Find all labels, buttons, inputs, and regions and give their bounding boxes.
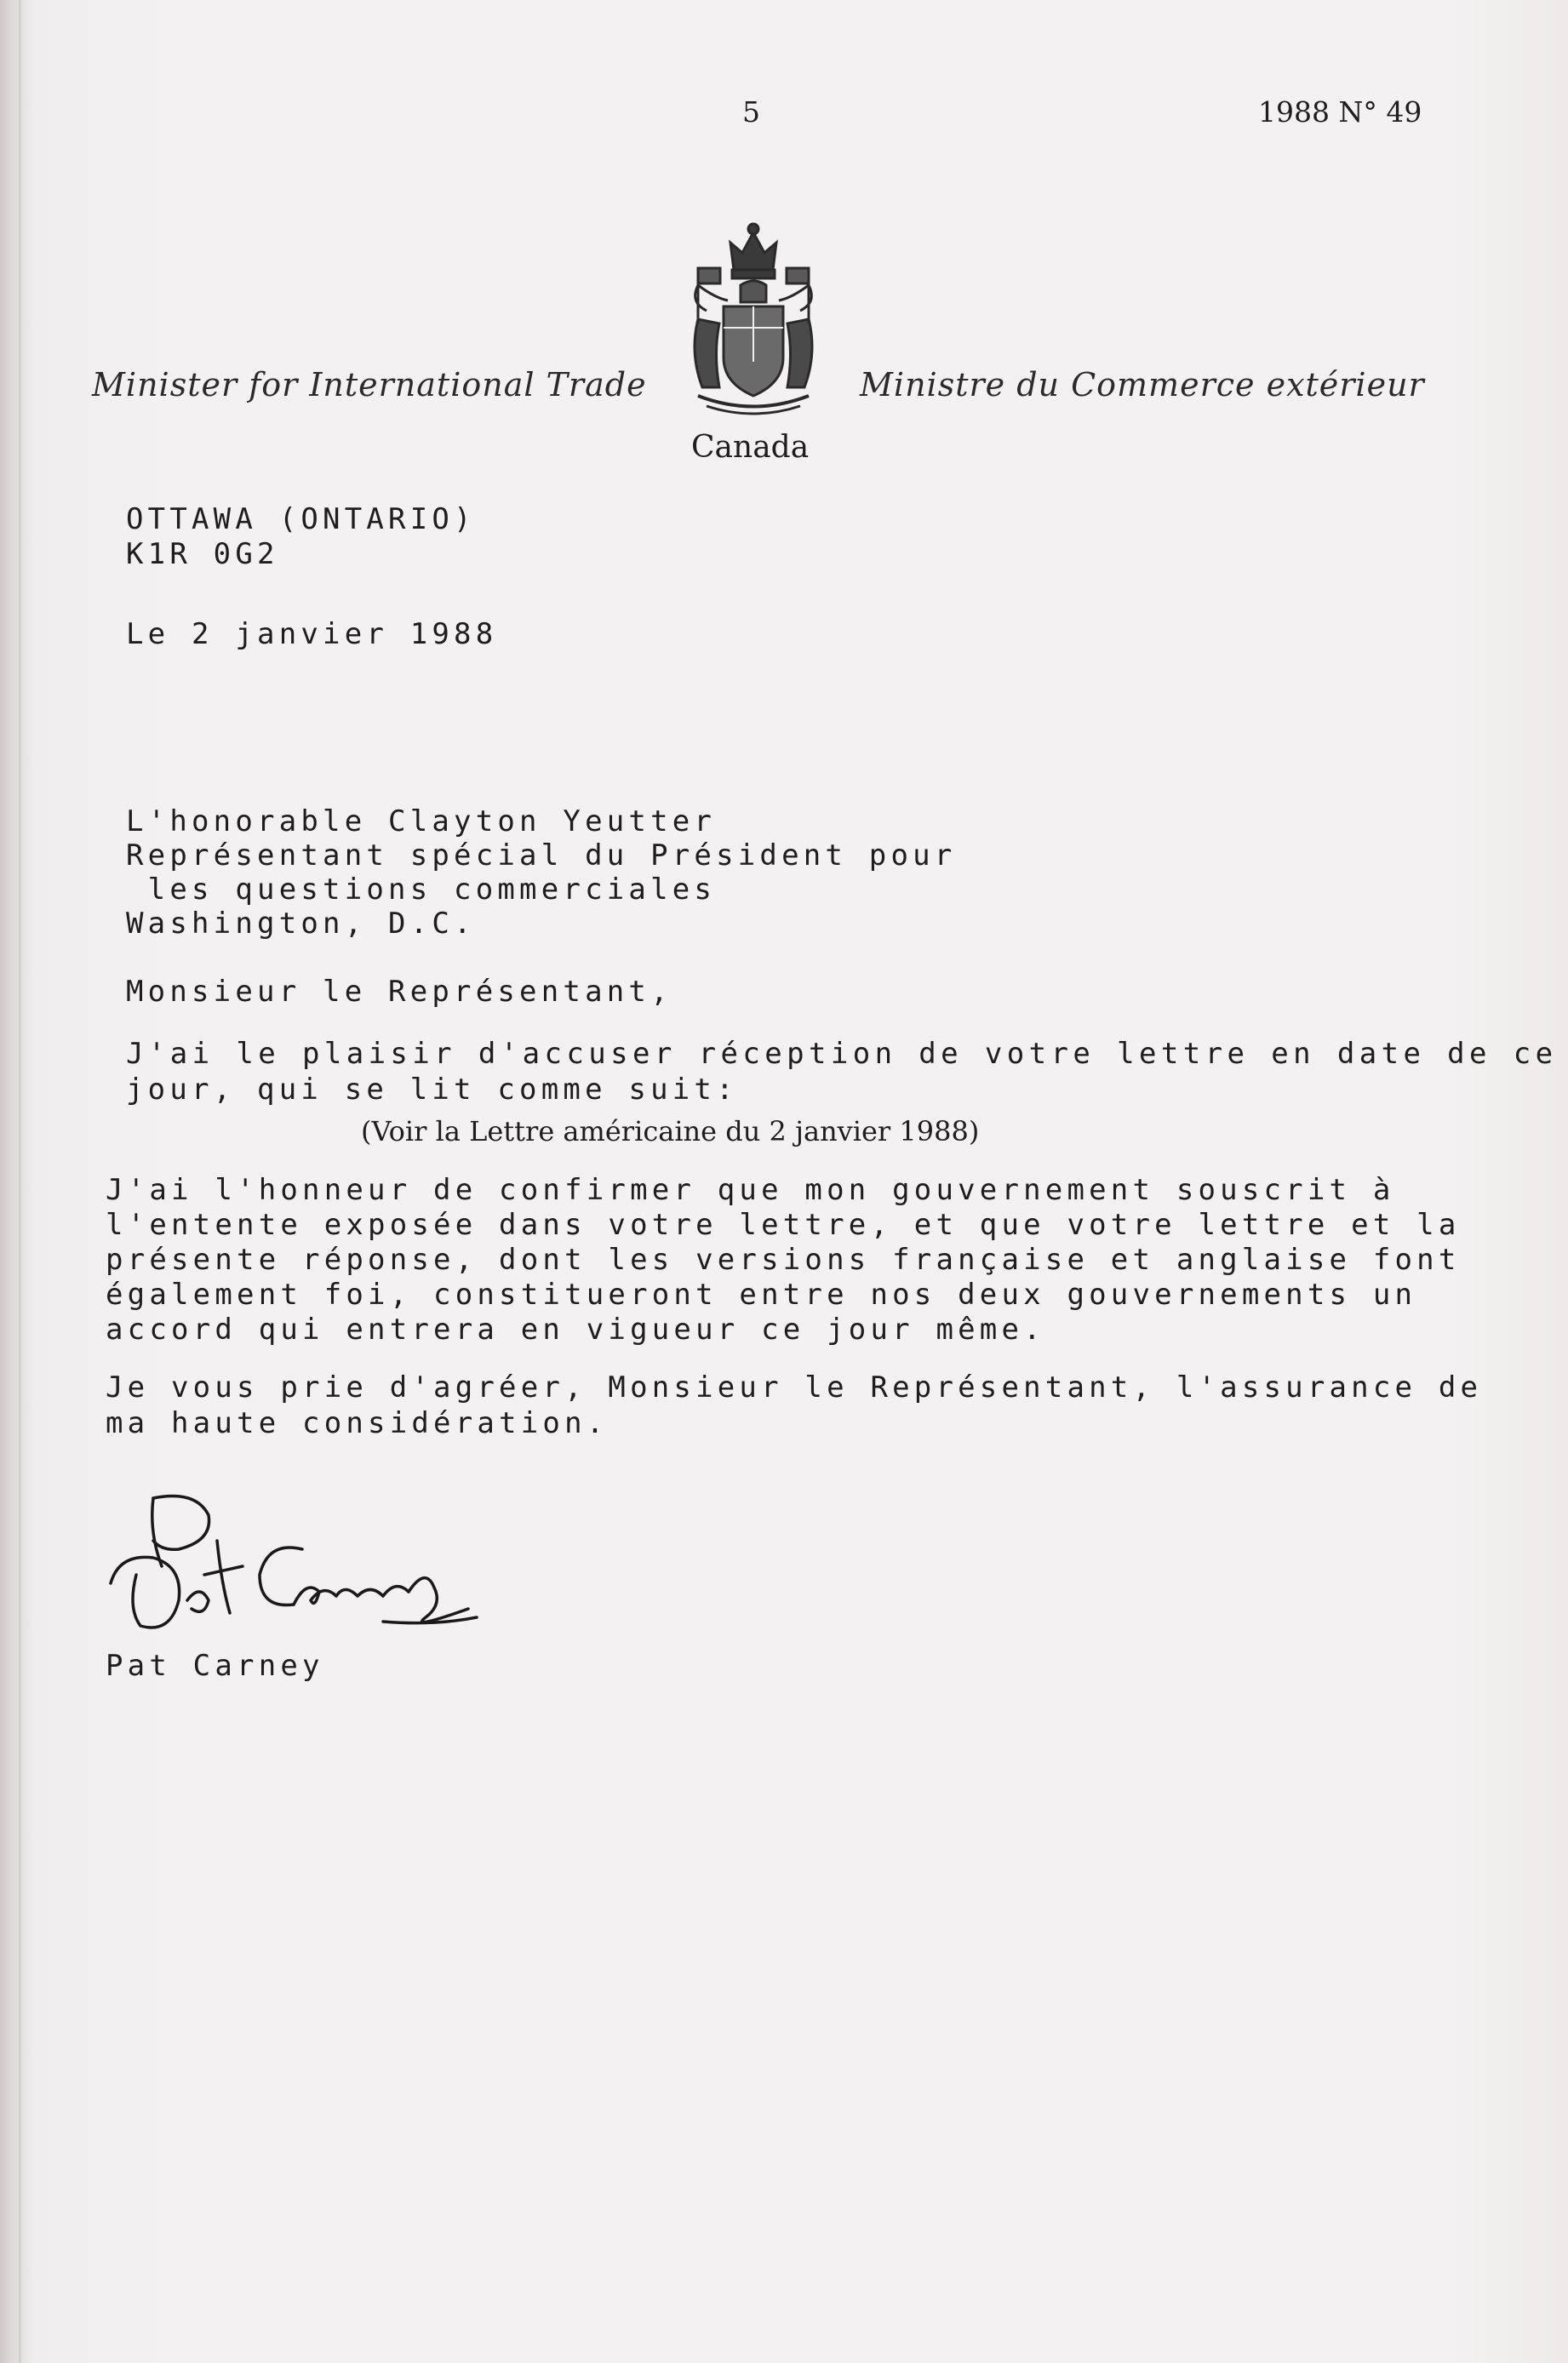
paragraph-line-3: présente réponse, dont les versions française et anglaise font: [106, 1243, 1461, 1277]
recipient-title-line-2: les questions commerciales: [126, 873, 717, 907]
closing-line-1: Je vous prie d'agréer, Monsieur le Représentant, l'assurance de: [106, 1370, 1483, 1405]
paragraph-line-2: l'entente exposée dans votre lettre, et que votre lettre et la: [106, 1208, 1461, 1242]
coat-of-arms-icon: [681, 217, 826, 417]
closing-line-2: ma haute considération.: [106, 1406, 609, 1440]
signatory-name: Pat Carney: [106, 1649, 324, 1683]
paragraph-line-1: J'ai l'honneur de confirmer que mon gouvernement souscrit à: [106, 1173, 1395, 1207]
letterhead-ministry-french: Ministre du Commerce extérieur: [860, 366, 1425, 403]
letterhead-ministry-english: Minister for International Trade: [92, 366, 647, 403]
address-city: OTTAWA (ONTARIO): [126, 502, 476, 536]
salutation: Monsieur le Représentant,: [126, 975, 672, 1009]
inserted-reference: (Voir la Lettre américaine du 2 janvier 1988): [361, 1115, 980, 1147]
paragraph-line-4: également foi, constitueront entre nos deux gouvernements un: [106, 1278, 1417, 1312]
recipient-location: Washington, D.C.: [126, 907, 476, 941]
document-number: 1988 N° 49: [1258, 95, 1422, 129]
recipient-title-line-1: Représentant spécial du Président pour: [126, 838, 957, 873]
handwritten-signature: [102, 1481, 545, 1643]
intro-line-1: J'ai le plaisir d'accuser réception de votre lettre en date de ce: [126, 1037, 1558, 1071]
letter-date: Le 2 janvier 1988: [126, 617, 498, 651]
intro-line-2: jour, qui se lit comme suit:: [126, 1073, 738, 1107]
recipient-name: L'honorable Clayton Yeutter: [126, 804, 717, 838]
address-postal-code: K1R 0G2: [126, 537, 279, 571]
binding-gutter: [19, 0, 21, 2363]
letterhead-country: Canada: [691, 430, 810, 465]
paragraph-line-5: accord qui entrera en vigueur ce jour même.: [106, 1313, 1045, 1347]
page-number: 5: [742, 95, 760, 129]
